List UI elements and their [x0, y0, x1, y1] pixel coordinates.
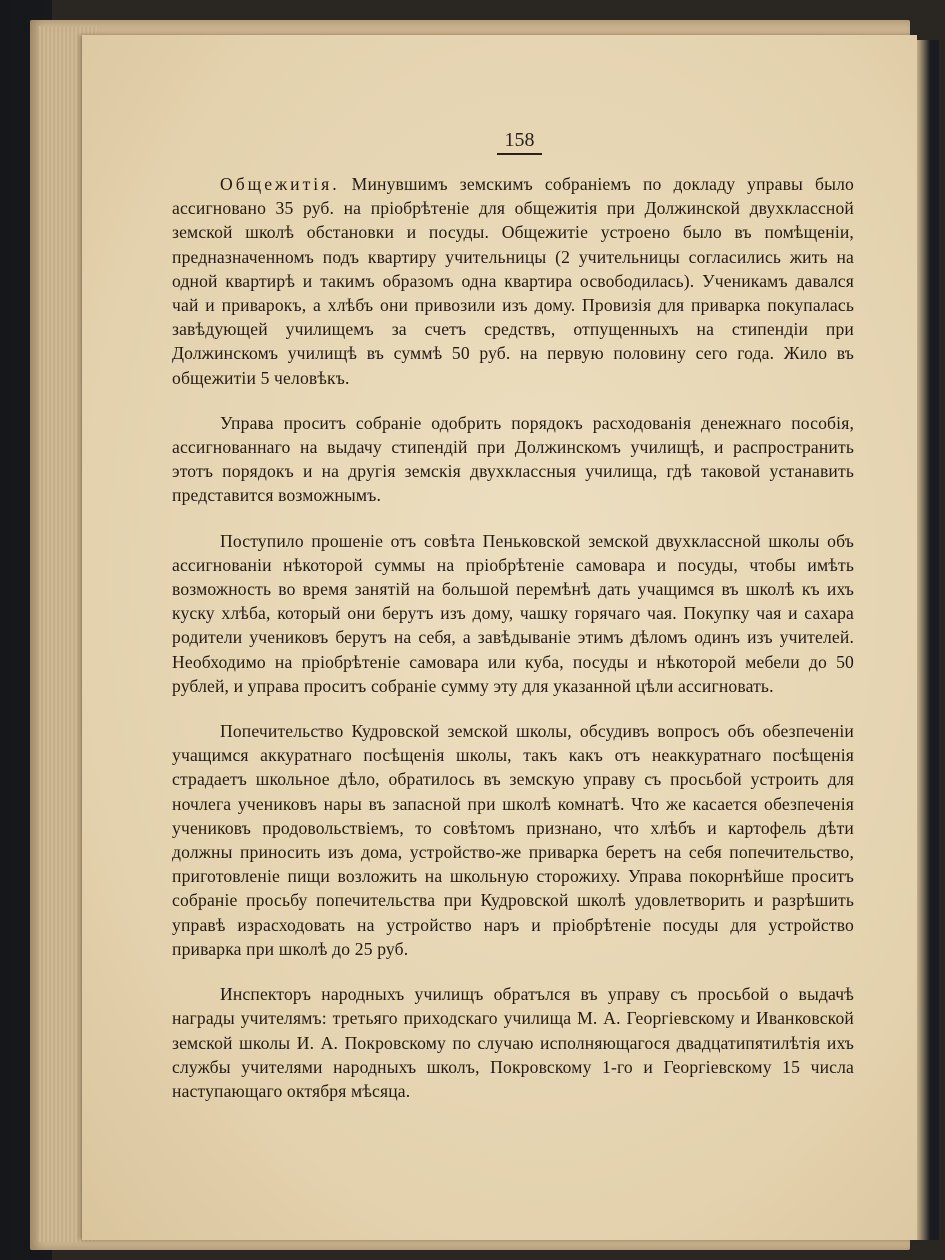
paragraph-text: Управа проситъ собраніе одобрить порядокъ расходованія денежнаго пособія, ассигнованнаго на выдачу стипендій при Должинскомъ училищѣ, и распространить этотъ порядокъ и на другія земскія двухклассныя училища, гдѣ таковой устанавить представится возможнымъ.	[172, 412, 854, 506]
paragraph-stipend-request	[172, 411, 854, 508]
paragraph-teacher-award	[172, 982, 854, 1103]
paragraph-dormitory	[172, 172, 854, 390]
paragraph-samovar-petition	[172, 529, 854, 698]
paragraph-text: Инспекторъ народныхъ училищъ обратълся въ управу съ просьбой о выдачѣ награды учителямъ: третьяго приходскаго училища М. А. Георгіевскому и Иванковской земской школы И. А. Покровскому по случаю исполняющагося двадцатипятилѣтія ихъ службы учителями народныхъ школъ, Покровскому 1-го и Георгіевскому 15 числа наступающаго октября мѣсяца.	[172, 984, 854, 1101]
paragraph-text: Попечительство Кудровской земской школы, обсудивъ вопросъ объ обезпеченіи учащимся аккуратнаго посѣщенія школы, такъ какъ отъ неаккуратнаго посѣщенія страдаетъ школьное дѣло, обратилось въ земскую управу съ просьбой устроить для ночлега учениковъ нары въ запасной при школѣ комнатѣ. Что же касается обезпеченія учениковъ продовольствіемъ, то совѣтомъ признано, что хлѣбъ и картофель дѣти должны приносить изъ дома, устройство-же приварка беретъ на себя попечительство, приготовленіе пищи возложить на школьную сторожиху. Управа покорнѣйше проситъ собраніе просьбу попечительства при Кудровской школѣ удовлетворить и разрѣшить управѣ израсходовать на устройство наръ и пріобрѣтеніе посуды для устройство приварка при школѣ до 25 руб.	[172, 721, 854, 959]
page-text	[172, 172, 854, 1124]
paragraph-lead: Общежитія.	[220, 174, 340, 194]
page-number: 158	[497, 128, 542, 155]
paragraph-text: Поступило прошеніе отъ совѣта Пеньковской земской двухклассной школы объ ассигнованіи нѣкоторой суммы на пріобрѣтеніе самовара и посуды, чтобы имѣть возможность во время занятій на большой перемѣнѣ дать учащимся въ школѣ къ ихъ куску хлѣба, который они берутъ изъ дому, чашку горячаго чая. Покупку чая и сахара родители учениковъ берутъ на себя, а завѣдываніе этимъ дѣломъ одинъ изъ учителей. Необходимо на пріобрѣтеніе самовара или куба, посуды и нѣкоторой мебели до 50 рублей, и управа проситъ собраніе сумму эту для указанной цѣли ассигновать.	[172, 530, 854, 696]
paragraph-text: Минувшимъ земскимъ собраніемъ по докладу управы было ассигновано 35 руб. на пріобрѣтеніе для общежитія при Должинской двухклассной земской школѣ обстановки и посуды. Общежитіе устроено было въ помѣщеніи, предназначенномъ подъ квартиру учительницы (2 учительницы согласились жить на одной квартирѣ и такимъ образомъ одна квартира освободилась). Ученикамъ давался чай и приварокъ, а хлѣбъ они привозили изъ дому. Провизія для приварка покупалась завѣдующей училищемъ за счетъ средствъ, отпущенныхъ на стипендіи при Должинскомъ училищѣ въ суммѣ 50 руб. на первую половину сего года. Жило въ общежитіи 5 человѣкъ.	[172, 174, 854, 388]
book-right-edge	[917, 40, 939, 1240]
paragraph-kudrovo-school	[172, 719, 854, 961]
